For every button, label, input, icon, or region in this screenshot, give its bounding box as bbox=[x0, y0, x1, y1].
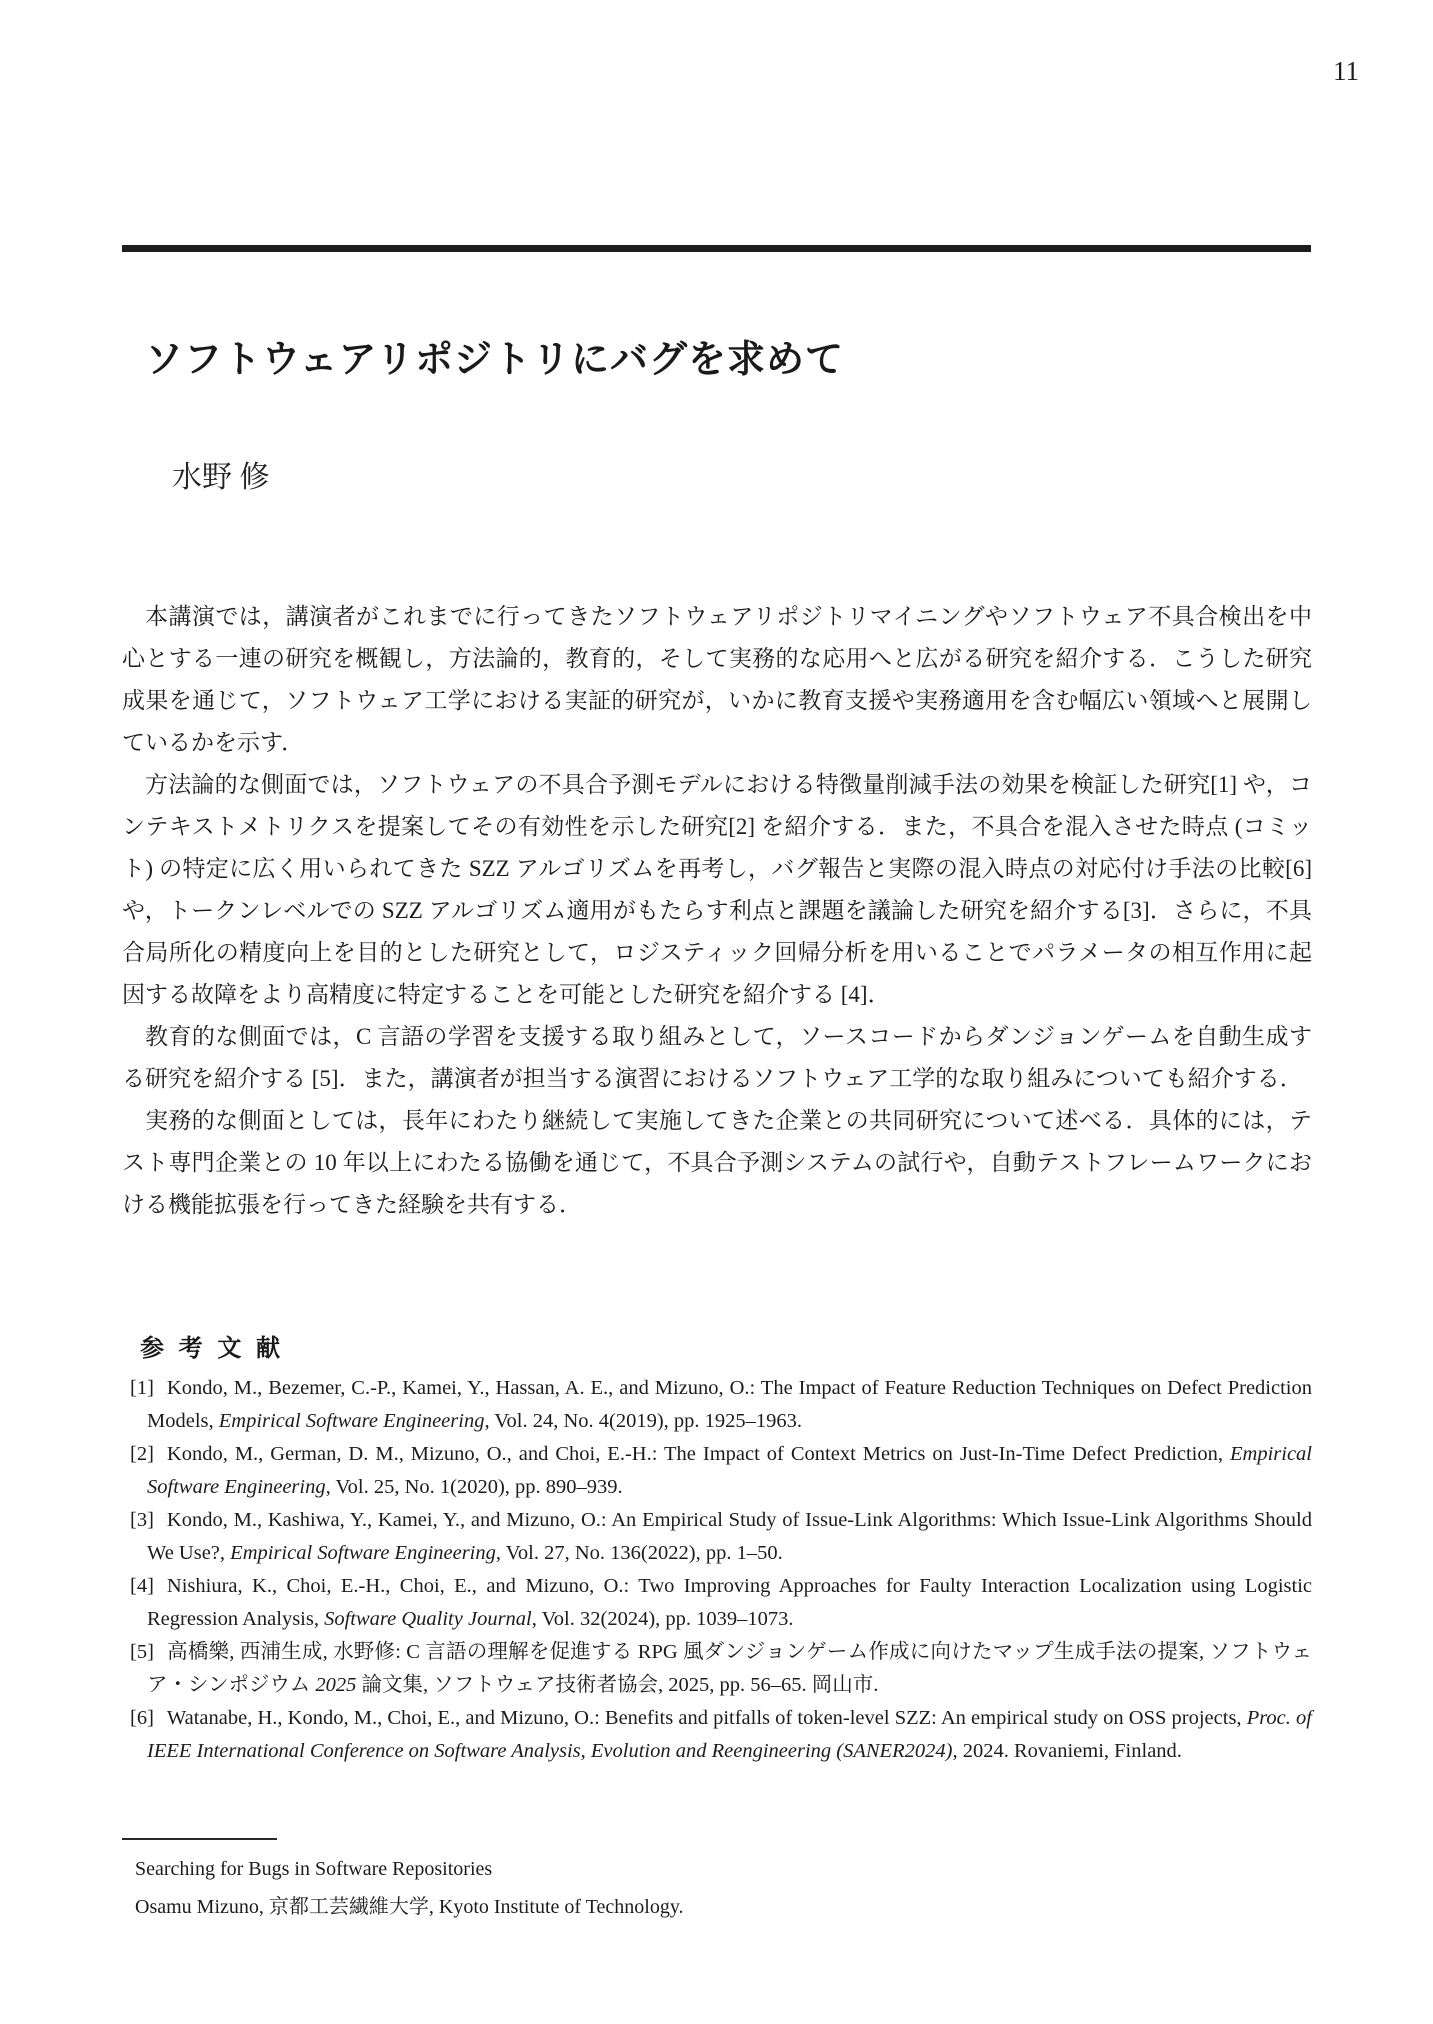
reference-item: [6] Watanabe, H., Kondo, M., Choi, E., and Mizuno, O.: Benefits and pitfalls of token-level SZZ: An empirical study on OSS projects, Proc. of IEEE International Conference on Software Analysis, Evolution and Reengineering (SANER2024), 2024. Rovaniemi, Finland. bbox=[130, 1707, 1312, 1762]
author-name: 水野 修 bbox=[172, 461, 270, 494]
paper-title: ソフトウェアリポジトリにバグを求めて bbox=[145, 339, 844, 381]
abstract bbox=[122, 596, 1312, 1226]
reference-item: [4] Nishiura, K., Choi, E.-H., Choi, E., and Mizuno, O.: Two Improving Approaches for Faulty Interaction Localization using Logistic Regression Analysis, Software Quality Journal, Vol. 32(2024), pp. 1039–1073. bbox=[130, 1575, 1312, 1630]
footnote bbox=[135, 1850, 1235, 1926]
footnote-title-en: Searching for Bugs in Software Repositories bbox=[135, 1858, 493, 1880]
footnote-rule bbox=[122, 1838, 277, 1840]
reference-item: [1] Kondo, M., Bezemer, C.-P., Kamei, Y., Hassan, A. E., and Mizuno, O.: The Impact of Feature Reduction Techniques on Defect Prediction Models, Empirical Software Engineering, Vol. 24, No. 4(2019), pp. 1925–1963. bbox=[130, 1377, 1312, 1432]
reference-number: [4] bbox=[130, 1575, 154, 1597]
page-number: 11 bbox=[1333, 56, 1359, 86]
reference-number: [2] bbox=[130, 1443, 154, 1465]
reference-number: [1] bbox=[130, 1377, 154, 1399]
abstract-paragraph-1: 本講演では，講演者がこれまでに行ってきたソフトウェアリポジトリマイニングやソフトウェア不具合検出を中心とする一連の研究を概観し，方法論的，教育的，そして実務的な応用へと広がる研究を紹介する．こうした研究成果を通じて，ソフトウェア工学における実証的研究が，いかに教育支援や実務適用を含む幅広い領域へと展開しているかを示す． bbox=[122, 604, 1312, 755]
reference-number: [6] bbox=[130, 1707, 154, 1729]
title-rule bbox=[122, 245, 1311, 252]
abstract-paragraph-2: 方法論的な側面では，ソフトウェアの不具合予測モデルにおける特徴量削減手法の効果を検証した研究[1] や，コンテキストメトリクスを提案してその有効性を示した研究[2] を紹介する．また，不具合を混入させた時点 (コミット) の特定に広く用いられてきた SZZ アルゴリズムを再考し，バグ報告と実際の混入時点の対応付け手法の比較[6] や，トークンレベルでの SZZ アルゴリズム適用がもたらす利点と課題を議論した研究を紹介する[3]．さらに，不具合局所化の精度向上を目的とした研究として，ロジスティック回帰分析を用いることでパラメータの相互作用に起因する故障をより高精度に特定することを可能とした研究を紹介する [4]． bbox=[122, 772, 1312, 1007]
reference-item: [5] 高橋樂, 西浦生成, 水野修: C 言語の理解を促進する RPG 風ダンジョンゲーム作成に向けたマップ生成手法の提案, ソフトウェア・シンポジウム 2025 論文集, ソフトウェア技術者協会, 2025, pp. 56–65. 岡山市. bbox=[130, 1641, 1312, 1696]
reference-number: [3] bbox=[130, 1509, 154, 1531]
abstract-paragraph-3: 教育的な側面では，C 言語の学習を支援する取り組みとして，ソースコードからダンジョンゲームを自動生成する研究を紹介する [5]．また，講演者が担当する演習におけるソフトウェア工学的な取り組みについても紹介する． bbox=[122, 1024, 1312, 1091]
reference-item: [2] Kondo, M., German, D. M., Mizuno, O., and Choi, E.-H.: The Impact of Context Metrics on Just-In-Time Defect Prediction, Empirical Software Engineering, Vol. 25, No. 1(2020), pp. 890–939. bbox=[130, 1443, 1312, 1498]
reference-item: [3] Kondo, M., Kashiwa, Y., Kamei, Y., and Mizuno, O.: An Empirical Study of Issue-Link Algorithms: Which Issue-Link Algorithms Should We Use?, Empirical Software Engineering, Vol. 27, No. 136(2022), pp. 1–50. bbox=[130, 1509, 1312, 1564]
references-list bbox=[122, 1372, 1312, 1768]
references-heading: 参 考 文 献 bbox=[140, 1335, 285, 1362]
reference-number: [5] bbox=[130, 1641, 154, 1663]
footnote-affiliation: Osamu Mizuno, 京都工芸繊維大学, Kyoto Institute of Technology. bbox=[135, 1896, 684, 1918]
abstract-paragraph-4: 実務的な側面としては，長年にわたり継続して実施してきた企業との共同研究について述べる．具体的には，テスト専門企業との 10 年以上にわたる協働を通じて，不具合予測システムの試行や，自動テストフレームワークにおける機能拡張を行ってきた経験を共有する． bbox=[122, 1108, 1312, 1217]
